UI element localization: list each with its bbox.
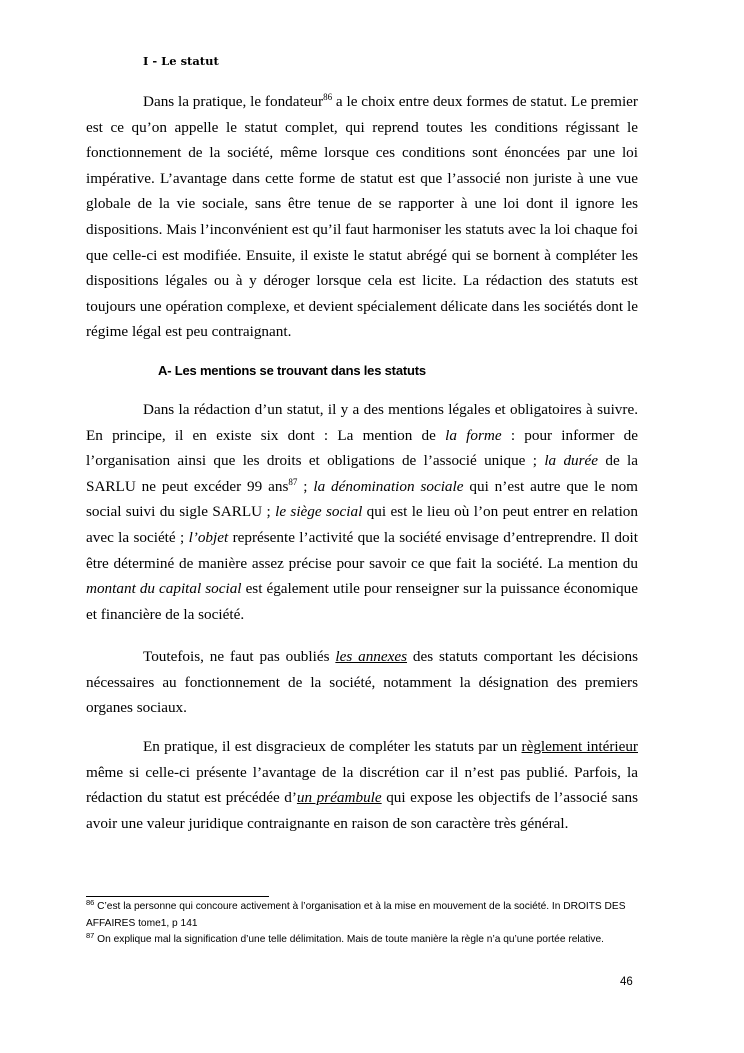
section-heading: I - Le statut <box>143 54 219 68</box>
footnote-87: $^{87}$ On explique mal la signification d’une telle délimitation. Mais de toute manière la règle n’a qu’une portée relative. <box>86 931 605 945</box>
footnote-86: $^{86}$ C’est la personne qui concoure activement à l’organisation et à la mise en mouvement de la société. In DROITS DES AFFAIRES tome1, p 141 <box>86 898 626 929</box>
footnote-ref-87[interactable]: 87 <box>288 476 298 487</box>
footnotes <box>86 899 642 949</box>
paragraph-intro: Dans la pratique, le fondateur$^{86}$ a le choix entre deux formes de statut. Le premier est ce qu’on appelle le statut complet, qui reprend toutes les conditions régissant le fonctionnement de la société, même lorsque ces conditions sont énoncées par une loi impérative. L’avantage dans cette forme de statut est que l’associé non juriste à une vue globale de la vie sociale, sans être tenue de se rapporter à une loi dont il ignore les dispositions. Mais l’inconvénient est qu’il faut harmoniser les statuts avec la loi chaque foi que celle-ci est modifiée. Ensuite, il existe le statut abrégé qui se bornent à compléter les dispositions légales ou à y déroger lorsque cela est licite. La rédaction des statuts est toujours une opération complexe, et devient spécialement délicate dans les sociétés dont le régime légal est peu contraignant. <box>86 92 638 341</box>
page-number: 46 <box>620 976 633 988</box>
paragraph-mentions: Dans la rédaction d’un statut, il y a des mentions légales et obligatoires à suivre. En principe, il en existe six dont : La mention de la forme : pour informer de l’organisation ainsi que les droits et obligations de l’associé unique ; la durée de la SARLU ne peut excéder 99 ans$^{87}$ ; la dénomination sociale qui n’est autre que le nom social suivi du sigle SARLU ; le siège social qui est le lieu où l’on peut entrer en relation avec la société ; l’objet représente l’activité que la société envisage d’entreprendre. Il doit être déterminé de manière assez précise pour savoir ce que fait la société. La mention du montant du capital social est également utile pour renseigner sur la puissance économique et financière de la société. <box>86 401 639 623</box>
paragraph-annexes: Toutefois, ne faut pas oubliés les annexes des statuts comportant les décisions nécessaires au fonctionnement de la société, notamment la désignation des premiers organes sociaux. <box>86 648 638 717</box>
subsection-heading: A- Les mentions se trouvant dans les statuts <box>158 363 426 378</box>
footnote-separator <box>86 896 269 897</box>
paragraph-reglement: En pratique, il est disgracieux de compléter les statuts par un règlement intérieur même si celle-ci présente l’avantage de la discrétion car il n’est pas publié. Parfois, la rédaction du statut est précédée d’un préambule qui expose les objectifs de l’associé sans avoir une valeur juridique contraignante en raison de son caractère très général. <box>86 738 638 832</box>
footnote-ref-86[interactable]: 86 <box>323 92 333 102</box>
